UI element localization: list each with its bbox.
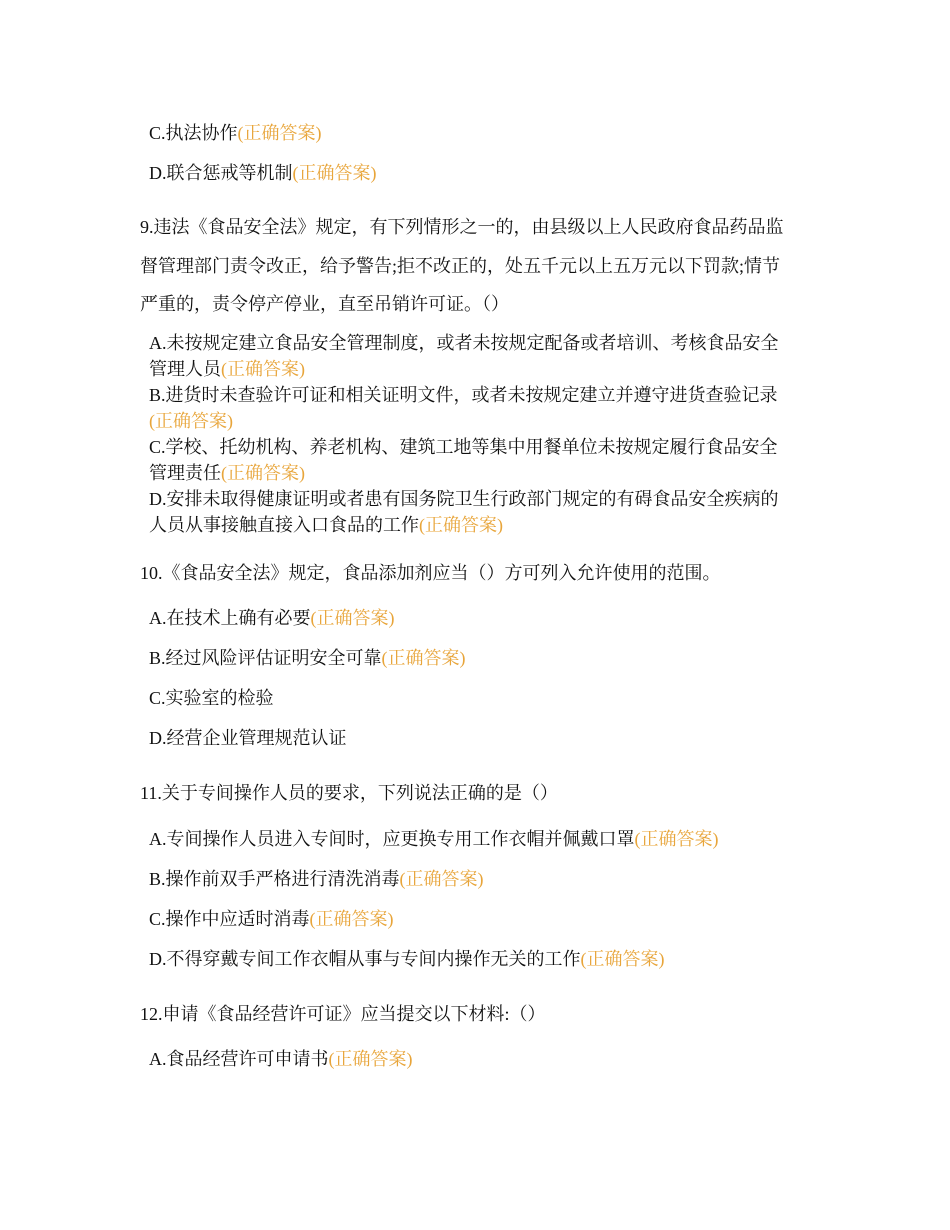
option-text: A.专间操作人员进入专间时，应更换专用工作衣帽并佩戴口罩 xyxy=(149,829,635,849)
correct-answer-tag: (正确答案) xyxy=(221,359,305,379)
correct-answer-tag: (正确答案) xyxy=(419,515,503,535)
correct-answer-tag: (正确答案) xyxy=(310,608,395,628)
option-text: D.不得穿戴专间工作衣帽从事与专间内操作无关的工作 xyxy=(149,949,581,969)
q9-option-b-line-1: B.进货时未查验许可证和相关证明文件，或者未按规定建立并遵守进货查验记录 xyxy=(149,385,778,405)
question-9-line-3: 严重的，责令停产停业，直至吊销许可证。（） xyxy=(140,294,509,314)
q9-option-d-line-1: D.安排未取得健康证明或者患有国务院卫生行政部门规定的有碍食品安全疾病的 xyxy=(149,489,779,509)
correct-answer-tag: (正确答案) xyxy=(634,829,719,849)
q9-option-a-line-1: A.未按规定建立食品安全管理制度，或者未按规定配备或者培训、考核食品安全 xyxy=(149,333,779,353)
option-d xyxy=(149,161,377,185)
correct-answer-tag: (正确答案) xyxy=(309,909,394,929)
question-12: 12.申请《食品经营许可证》应当提交以下材料:（） xyxy=(140,1004,546,1024)
q12-option-a xyxy=(149,1047,413,1071)
q11-option-a xyxy=(149,827,719,851)
correct-answer-tag: (正确答案) xyxy=(399,869,484,889)
correct-answer-tag: (正确答案) xyxy=(237,123,322,143)
q10-option-d: D.经营企业管理规范认证 xyxy=(149,728,347,748)
correct-answer-tag: (正确答案) xyxy=(381,648,466,668)
q10-option-b xyxy=(149,646,466,670)
question-9-line-1: 9.违法《食品安全法》规定，有下列情形之一的，由县级以上人民政府食品药品监 xyxy=(140,217,784,237)
question-11: 11.关于专间操作人员的要求，下列说法正确的是（） xyxy=(140,783,558,803)
q9-option-c-line-1: C.学校、托幼机构、养老机构、建筑工地等集中用餐单位未按规定履行食品安全 xyxy=(149,437,778,457)
q11-option-b xyxy=(149,867,484,891)
option-text: A.食品经营许可申请书 xyxy=(149,1049,329,1069)
q11-option-d xyxy=(149,947,665,971)
q9-option-d-line-2 xyxy=(149,513,503,537)
option-c xyxy=(149,121,322,145)
option-text: A.在技术上确有必要 xyxy=(149,608,311,628)
q10-option-c: C.实验室的检验 xyxy=(149,688,274,708)
option-text: 管理责任 xyxy=(149,463,221,483)
q9-option-c-line-2 xyxy=(149,461,305,485)
question-10: 10.《食品安全法》规定，食品添加剂应当（）方可列入允许使用的范围。 xyxy=(140,563,721,583)
correct-answer-tag: (正确答案) xyxy=(292,163,377,183)
question-9-line-2: 督管理部门责令改正，给予警告;拒不改正的，处五千元以上五万元以下罚款;情节 xyxy=(140,256,780,276)
correct-answer-tag: (正确答案) xyxy=(149,411,233,431)
option-text: 人员从事接触直接入口食品的工作 xyxy=(149,515,419,535)
correct-answer-tag: (正确答案) xyxy=(580,949,665,969)
option-text: B.操作前双手严格进行清洗消毒 xyxy=(149,869,400,889)
option-text: B.经过风险评估证明安全可靠 xyxy=(149,648,382,668)
option-text: 管理人员 xyxy=(149,359,221,379)
option-text: D.联合惩戒等机制 xyxy=(149,163,293,183)
correct-answer-tag: (正确答案) xyxy=(328,1049,413,1069)
option-text: C.操作中应适时消毒 xyxy=(149,909,310,929)
option-text: C.执法协作 xyxy=(149,123,238,143)
q9-option-a-line-2 xyxy=(149,357,305,381)
correct-answer-tag: (正确答案) xyxy=(221,463,305,483)
q11-option-c xyxy=(149,907,394,931)
q9-option-b-line-2 xyxy=(149,409,233,433)
q10-option-a xyxy=(149,606,395,630)
